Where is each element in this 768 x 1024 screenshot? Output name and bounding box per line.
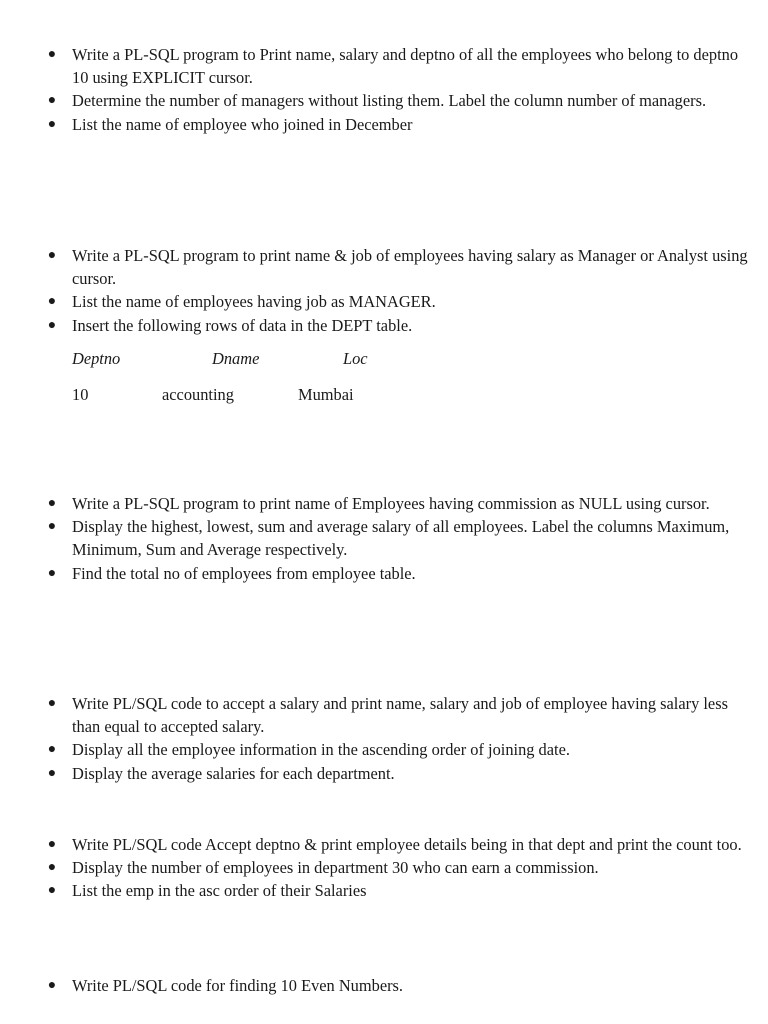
dept-table xyxy=(72,349,472,409)
item-text: List the name of employees having job as MANAGER. xyxy=(72,292,436,312)
item-text: Find the total no of employees from employee table. xyxy=(72,563,416,583)
list-item xyxy=(0,833,768,856)
item-text: Display the average salaries for each department. xyxy=(72,763,395,783)
item-text: Determine the number of managers without listing them. Label the column number of managers. xyxy=(72,91,707,111)
column-header-loc: Loc xyxy=(343,349,368,368)
column-header-deptno: Deptno xyxy=(72,349,121,368)
item-text: Write a PL-SQL program to Print name, salary and deptno of all the employees who belong to deptno 10 using EXPLICIT cursor. xyxy=(72,45,739,88)
list-item xyxy=(0,879,768,902)
bullet-icon: ● xyxy=(47,742,57,758)
list-item xyxy=(0,43,768,89)
cell-loc: Mumbai xyxy=(298,385,354,404)
dept-table-row xyxy=(72,385,472,409)
list-item xyxy=(0,89,768,112)
question-group-4 xyxy=(0,692,768,785)
list-item xyxy=(0,562,768,585)
list-item xyxy=(0,244,768,290)
bullet-icon: ● xyxy=(47,496,57,511)
item-text: Insert the following rows of data in the DEPT table. xyxy=(72,315,413,335)
bullet-icon: ● xyxy=(47,294,57,310)
bullet-icon: ● xyxy=(47,93,57,109)
item-text: Write PL/SQL code Accept deptno & print employee details being in that dept and print the count too. xyxy=(72,835,742,854)
item-text: List the name of employee who joined in December xyxy=(72,114,413,134)
question-group-2 xyxy=(0,244,768,337)
item-text: Display the highest, lowest, sum and average salary of all employees. Label the columns Maximum, Minimum, Sum and Average respectively. xyxy=(72,517,730,560)
item-text: Display all the employee information in the ascending order of joining date. xyxy=(72,740,570,760)
question-group-6 xyxy=(0,974,768,997)
bullet-list xyxy=(0,43,768,136)
list-item xyxy=(0,762,768,785)
cell-deptno: 10 xyxy=(72,385,89,404)
bullet-icon: ● xyxy=(47,765,57,781)
bullet-list xyxy=(0,692,768,785)
list-item xyxy=(0,515,768,561)
item-text: Write PL/SQL code to accept a salary and print name, salary and job of employee having salary less than equal to accepted salary. xyxy=(72,694,728,737)
list-item xyxy=(0,314,768,337)
question-group-3 xyxy=(0,492,768,585)
bullet-icon: ● xyxy=(47,248,57,263)
question-group-1 xyxy=(0,43,768,136)
bullet-icon: ● xyxy=(47,883,57,899)
list-item xyxy=(0,113,768,136)
dept-table-header xyxy=(72,349,472,373)
item-text: Display the number of employees in department 30 who can earn a commission. xyxy=(72,858,599,878)
column-header-dname: Dname xyxy=(212,349,260,368)
item-text: List the emp in the asc order of their Salaries xyxy=(72,881,367,901)
item-text: Write PL/SQL code for finding 10 Even Numbers. xyxy=(72,976,404,995)
question-group-5 xyxy=(0,833,768,903)
bullet-list xyxy=(0,244,768,337)
bullet-icon: ● xyxy=(47,317,57,333)
list-item xyxy=(0,738,768,761)
bullet-list xyxy=(0,833,768,903)
bullet-icon: ● xyxy=(47,565,57,581)
item-text: Write a PL-SQL program to print name & job of employees having salary as Manager or Analyst using cursor. xyxy=(72,246,748,289)
list-item xyxy=(0,492,768,515)
list-item xyxy=(0,856,768,879)
bullet-icon: ● xyxy=(47,860,57,876)
bullet-list xyxy=(0,492,768,585)
bullet-list xyxy=(0,974,768,997)
bullet-icon: ● xyxy=(47,837,57,852)
bullet-icon: ● xyxy=(47,696,57,711)
bullet-icon: ● xyxy=(47,47,57,62)
list-item xyxy=(0,692,768,738)
bullet-icon: ● xyxy=(47,116,57,132)
bullet-icon: ● xyxy=(47,978,57,993)
list-item xyxy=(0,290,768,313)
bullet-icon: ● xyxy=(47,519,57,535)
cell-dname: accounting xyxy=(162,385,234,404)
list-item xyxy=(0,974,768,997)
item-text: Write a PL-SQL program to print name of Employees having commission as NULL using cursor. xyxy=(72,494,710,513)
